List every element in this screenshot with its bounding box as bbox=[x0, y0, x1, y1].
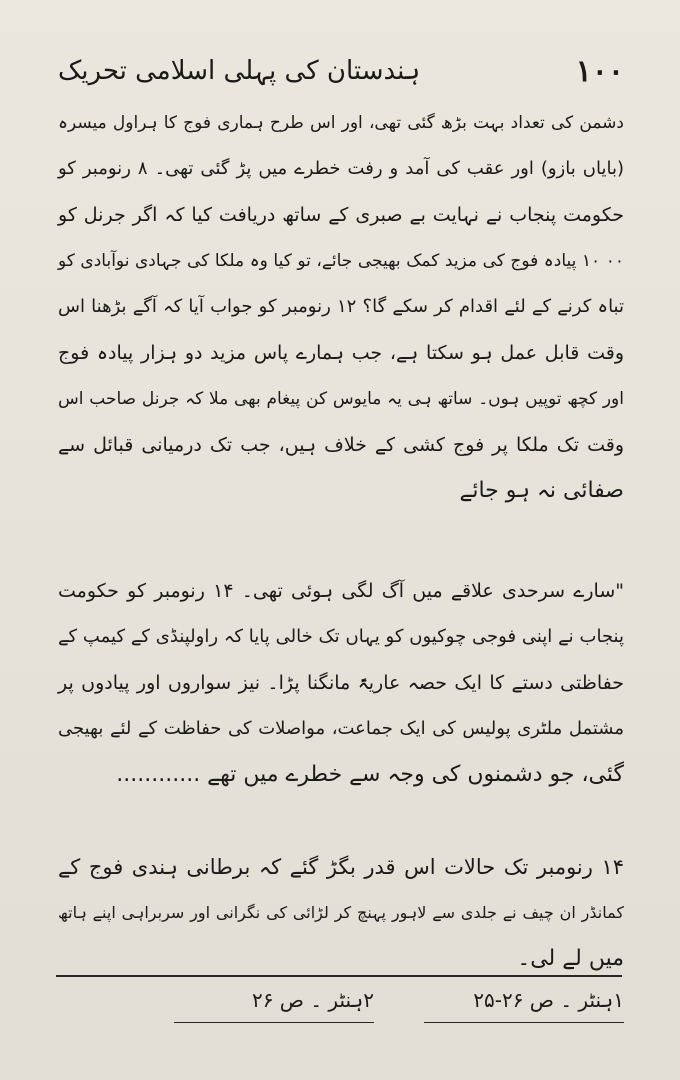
footnote-divider bbox=[56, 975, 622, 977]
paragraph-2-quote bbox=[58, 568, 624, 798]
footnote-2-underline bbox=[174, 1022, 374, 1023]
text-line: کمانڈر ان چیف نے جلدی سے لاہور پہنچ کر لڑائی کی نگرانی اور سربراہی اپنے ہاتھ bbox=[58, 903, 624, 922]
text-line: "سارے سرحدی علاقے میں آگ لگی ہوئی تھی۔ ۱۴ رنومبر کو حکومت bbox=[58, 580, 624, 602]
footnote-2: ۲ہنٹر ۔ ص ۲۶ bbox=[251, 988, 374, 1012]
text-line: گئی، جو دشمنوں کی وجہ سے خطرے میں تھے ............ bbox=[116, 762, 624, 787]
text-line: حفاظتی دستے کا ایک حصہ عاریۃً مانگنا پڑا۔ نیز سواروں اور پیادوں پر bbox=[58, 672, 624, 694]
text-line: میں لے لی۔ bbox=[517, 946, 624, 971]
text-line: ۰۰ ۱۰ پیادہ فوج کی مزید کمک بھیجی جائے، تو کیا وہ ملکا کی جہادی نوآبادی کو bbox=[58, 251, 624, 271]
running-title: ہندستان کی پہلی اسلامی تحریک bbox=[58, 56, 421, 86]
footnote-1-underline bbox=[424, 1022, 624, 1023]
text-line: وقت قابل عمل ہو سکتا ہے، جب ہمارے پاس مزید دو ہزار پیادہ فوج bbox=[58, 342, 624, 364]
paragraph-3 bbox=[58, 844, 624, 982]
page-header bbox=[58, 52, 624, 96]
text-line: پنجاب نے اپنی فوجی چوکیوں کو یہاں تک خالی پایا کہ راولپنڈی کے کیمپ کے bbox=[58, 626, 624, 647]
text-line: حکومت پنجاب نے نہایت بے صبری کے ساتھ دریافت کیا کہ اگر جرنل کو bbox=[58, 204, 624, 226]
footnotes bbox=[58, 988, 624, 1022]
text-line: (بایاں بازو) اور عقب کی آمد و رفت خطرے میں پڑ گئی تھی۔ ۸ رنومبر کو bbox=[58, 158, 624, 179]
text-line: ۱۴ رنومبر تک حالات اس قدر بگڑ گئے کہ برطانی ہندی فوج کے bbox=[58, 855, 624, 879]
text-line: تباہ کرنے کے لئے اقدام کر سکے گا؟ ۱۲ رنومبر کو جواب آیا کہ آگے بڑھنا اس bbox=[58, 296, 624, 317]
text-line: دشمن کی تعداد بہت بڑھ گئی تھی، اور اس طرح ہماری فوج کا ہراول میسرہ bbox=[58, 113, 624, 133]
text-line: اور کچھ توپیں ہوں۔ ساتھ ہی یہ مایوس کن پیغام بھی ملا کہ جرنل صاحب اس bbox=[58, 389, 624, 409]
text-line: وقت تک ملکا پر فوج کشی کے خلاف ہیں، جب تک درمیانی قبائل سے bbox=[58, 434, 624, 456]
paragraph-1 bbox=[58, 100, 624, 514]
page-number: ۱۰۰ bbox=[575, 54, 624, 89]
text-line: مشتمل ملٹری پولیس کی ایک جماعت، مواصلات کی حفاظت کے لئے بھیجی bbox=[58, 718, 624, 739]
footnote-1: ۱ہنٹر ۔ ص ۲۶-۲۵ bbox=[473, 988, 624, 1012]
text-line: صفائی نہ ہو جائے bbox=[459, 478, 624, 503]
